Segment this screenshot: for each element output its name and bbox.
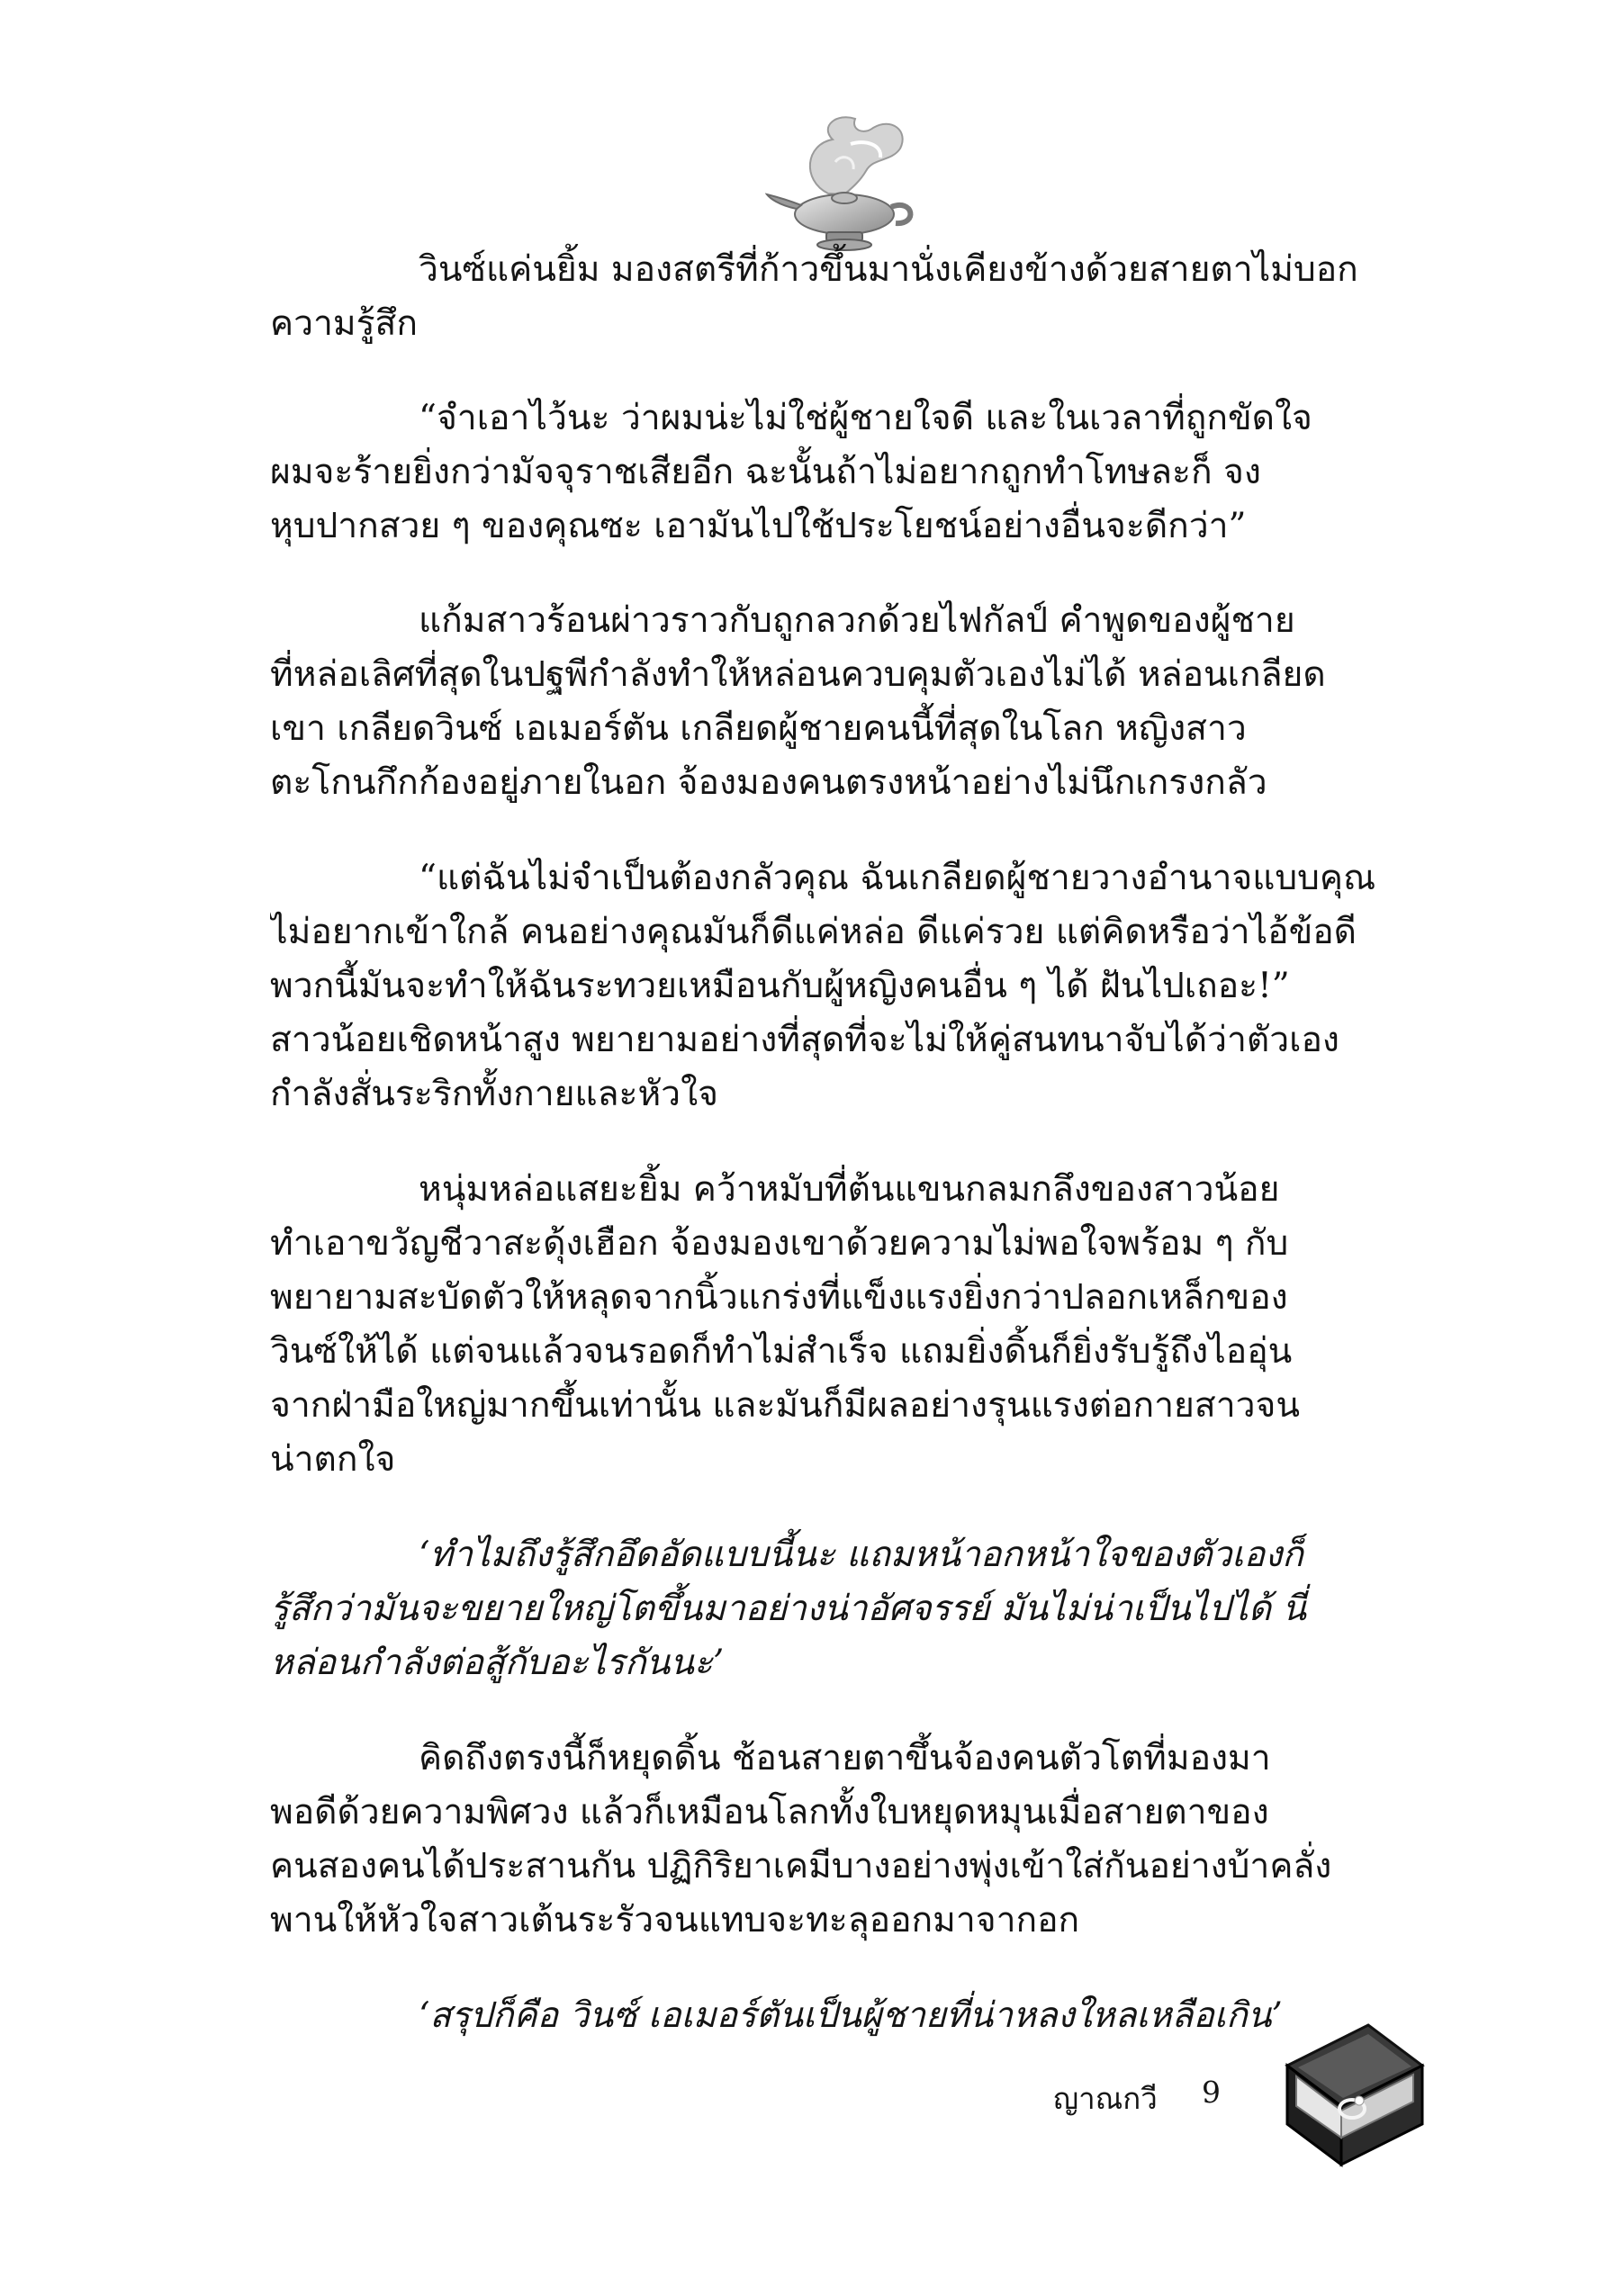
text-line-italic: รู้สึกว่ามันจะขยายใหญ่โตขึ้นมาอย่างน่าอัศจรรย์ มันไม่น่าเป็นไปได้ นี่ [270,1589,1307,1629]
text-line: คิดถึงตรงนี้ก็หยุดดิ้น ช้อนสายตาขึ้นจ้องคนตัวโตที่มองมา [419,1738,1271,1778]
text-line: “แต่ฉันไม่จำเป็นต้องกลัวคุณ ฉันเกลียดผู้ชายวางอำนาจแบบคุณ [419,858,1376,898]
text-line: ตะโกนกึกก้องอยู่ภายในอก จ้องมองคนตรงหน้าอย่างไม่นึกเกรงกลัว [270,762,1267,803]
magic-lamp-icon [765,108,927,261]
text-line-italic: ‘ทำไมถึงรู้สึกอึดอัดแบบนี้นะ แถมหน้าอกหน้าใจของตัวเองก็ [419,1535,1303,1575]
text-line: ความรู้สึก [270,303,418,344]
text-line: น่าตกใจ [270,1439,396,1480]
text-line: จากฝ่ามือใหญ่มากขึ้นเท่านั้น และมันก็มีผลอย่างรุนแรงต่อกายสาวจน [270,1385,1301,1426]
text-line: ทำเอาขวัญชีวาสะดุ้งเฮือก จ้องมองเขาด้วยความไม่พอใจพร้อม ๆ กับ [270,1223,1289,1264]
text-line: “จำเอาไว้นะ ว่าผมน่ะไม่ใช่ผู้ชายใจดี และในเวลาที่ถูกขัดใจ [419,398,1312,438]
text-line: วินซ์ให้ได้ แต่จนแล้วจนรอดก็ทำไม่สำเร็จ แถมยิ่งดิ้นก็ยิ่งรับรู้ถึงไออุ่น [270,1331,1293,1372]
text-line: พานให้หัวใจสาวเต้นระรัวจนแทบจะทะลุออกมาจากอก [270,1900,1080,1940]
text-line: คนสองคนได้ประสานกัน ปฏิกิริยาเคมีบางอย่างพุ่งเข้าใส่กันอย่างบ้าคลั่ง [270,1846,1332,1886]
text-line-italic: หล่อนกำลังต่อสู้กับอะไรกันนะ’ [270,1643,725,1683]
text-line-italic: ‘สรุปก็คือ วินซ์ เอเมอร์ตันเป็นผู้ชายที่น่าหลงใหลเหลือเกิน’ [419,1995,1283,2036]
text-line: ไม่อยากเข้าใกล้ คนอย่างคุณมันก็ดีแค่หล่อ ดีแค่รวย แต่คิดหรือว่าไอ้ข้อดี [270,912,1357,952]
author-name: ญาณกวี [1053,2081,1158,2116]
text-line: เขา เกลียดวินซ์ เอเมอร์ตัน เกลียดผู้ชายคนนี้ที่สุดในโลก หญิงสาว [270,708,1247,749]
text-line: หนุ่มหล่อแสยะยิ้ม คว้าหมับที่ต้นแขนกลมกลึงของสาวน้อย [419,1169,1280,1210]
text-line: แก้มสาวร้อนผ่าวราวกับถูกลวกด้วยไฟกัลป์ คำพูดของผู้ชาย [419,600,1295,641]
text-line: หุบปากสวย ๆ ของคุณซะ เอามันไปใช้ประโยชน์อย่างอื่นจะดีกว่า” [270,506,1247,546]
text-line: วินซ์แค่นยิ้ม มองสตรีที่ก้าวขึ้นมานั่งเคียงข้างด้วยสายตาไม่บอก [419,249,1358,290]
text-line: พยายามสะบัดตัวให้หลุดจากนิ้วแกร่งที่แข็งแรงยิ่งกว่าปลอกเหล็กของ [270,1277,1288,1318]
text-line: กำลังสั่นระริกทั้งกายและหัวใจ [270,1074,718,1114]
text-line: พวกนี้มันจะทำให้ฉันระทวยเหมือนกับผู้หญิงคนอื่น ๆ ได้ ฝันไปเถอะ!” [270,966,1290,1006]
page-number: 9 [1202,2075,1221,2110]
text-line: ผมจะร้ายยิ่งกว่ามัจจุราชเสียอีก ฉะนั้นถ้าไม่อยากถูกทำโทษละก็ จง [270,452,1261,492]
text-line: พอดีด้วยความพิศวง แล้วก็เหมือนโลกทั้งใบหยุดหมุนเมื่อสายตาของ [270,1792,1269,1832]
text-line: ที่หล่อเลิศที่สุดในปฐพีกำลังทำให้หล่อนควบคุมตัวเองไม่ได้ หล่อนเกลียด [270,654,1326,695]
text-line: สาวน้อยเชิดหน้าสูง พยายามอย่างที่สุดที่จะไม่ให้คู่สนทนาจับได้ว่าตัวเอง [270,1020,1339,1060]
ring-box-icon [1269,2003,1431,2174]
